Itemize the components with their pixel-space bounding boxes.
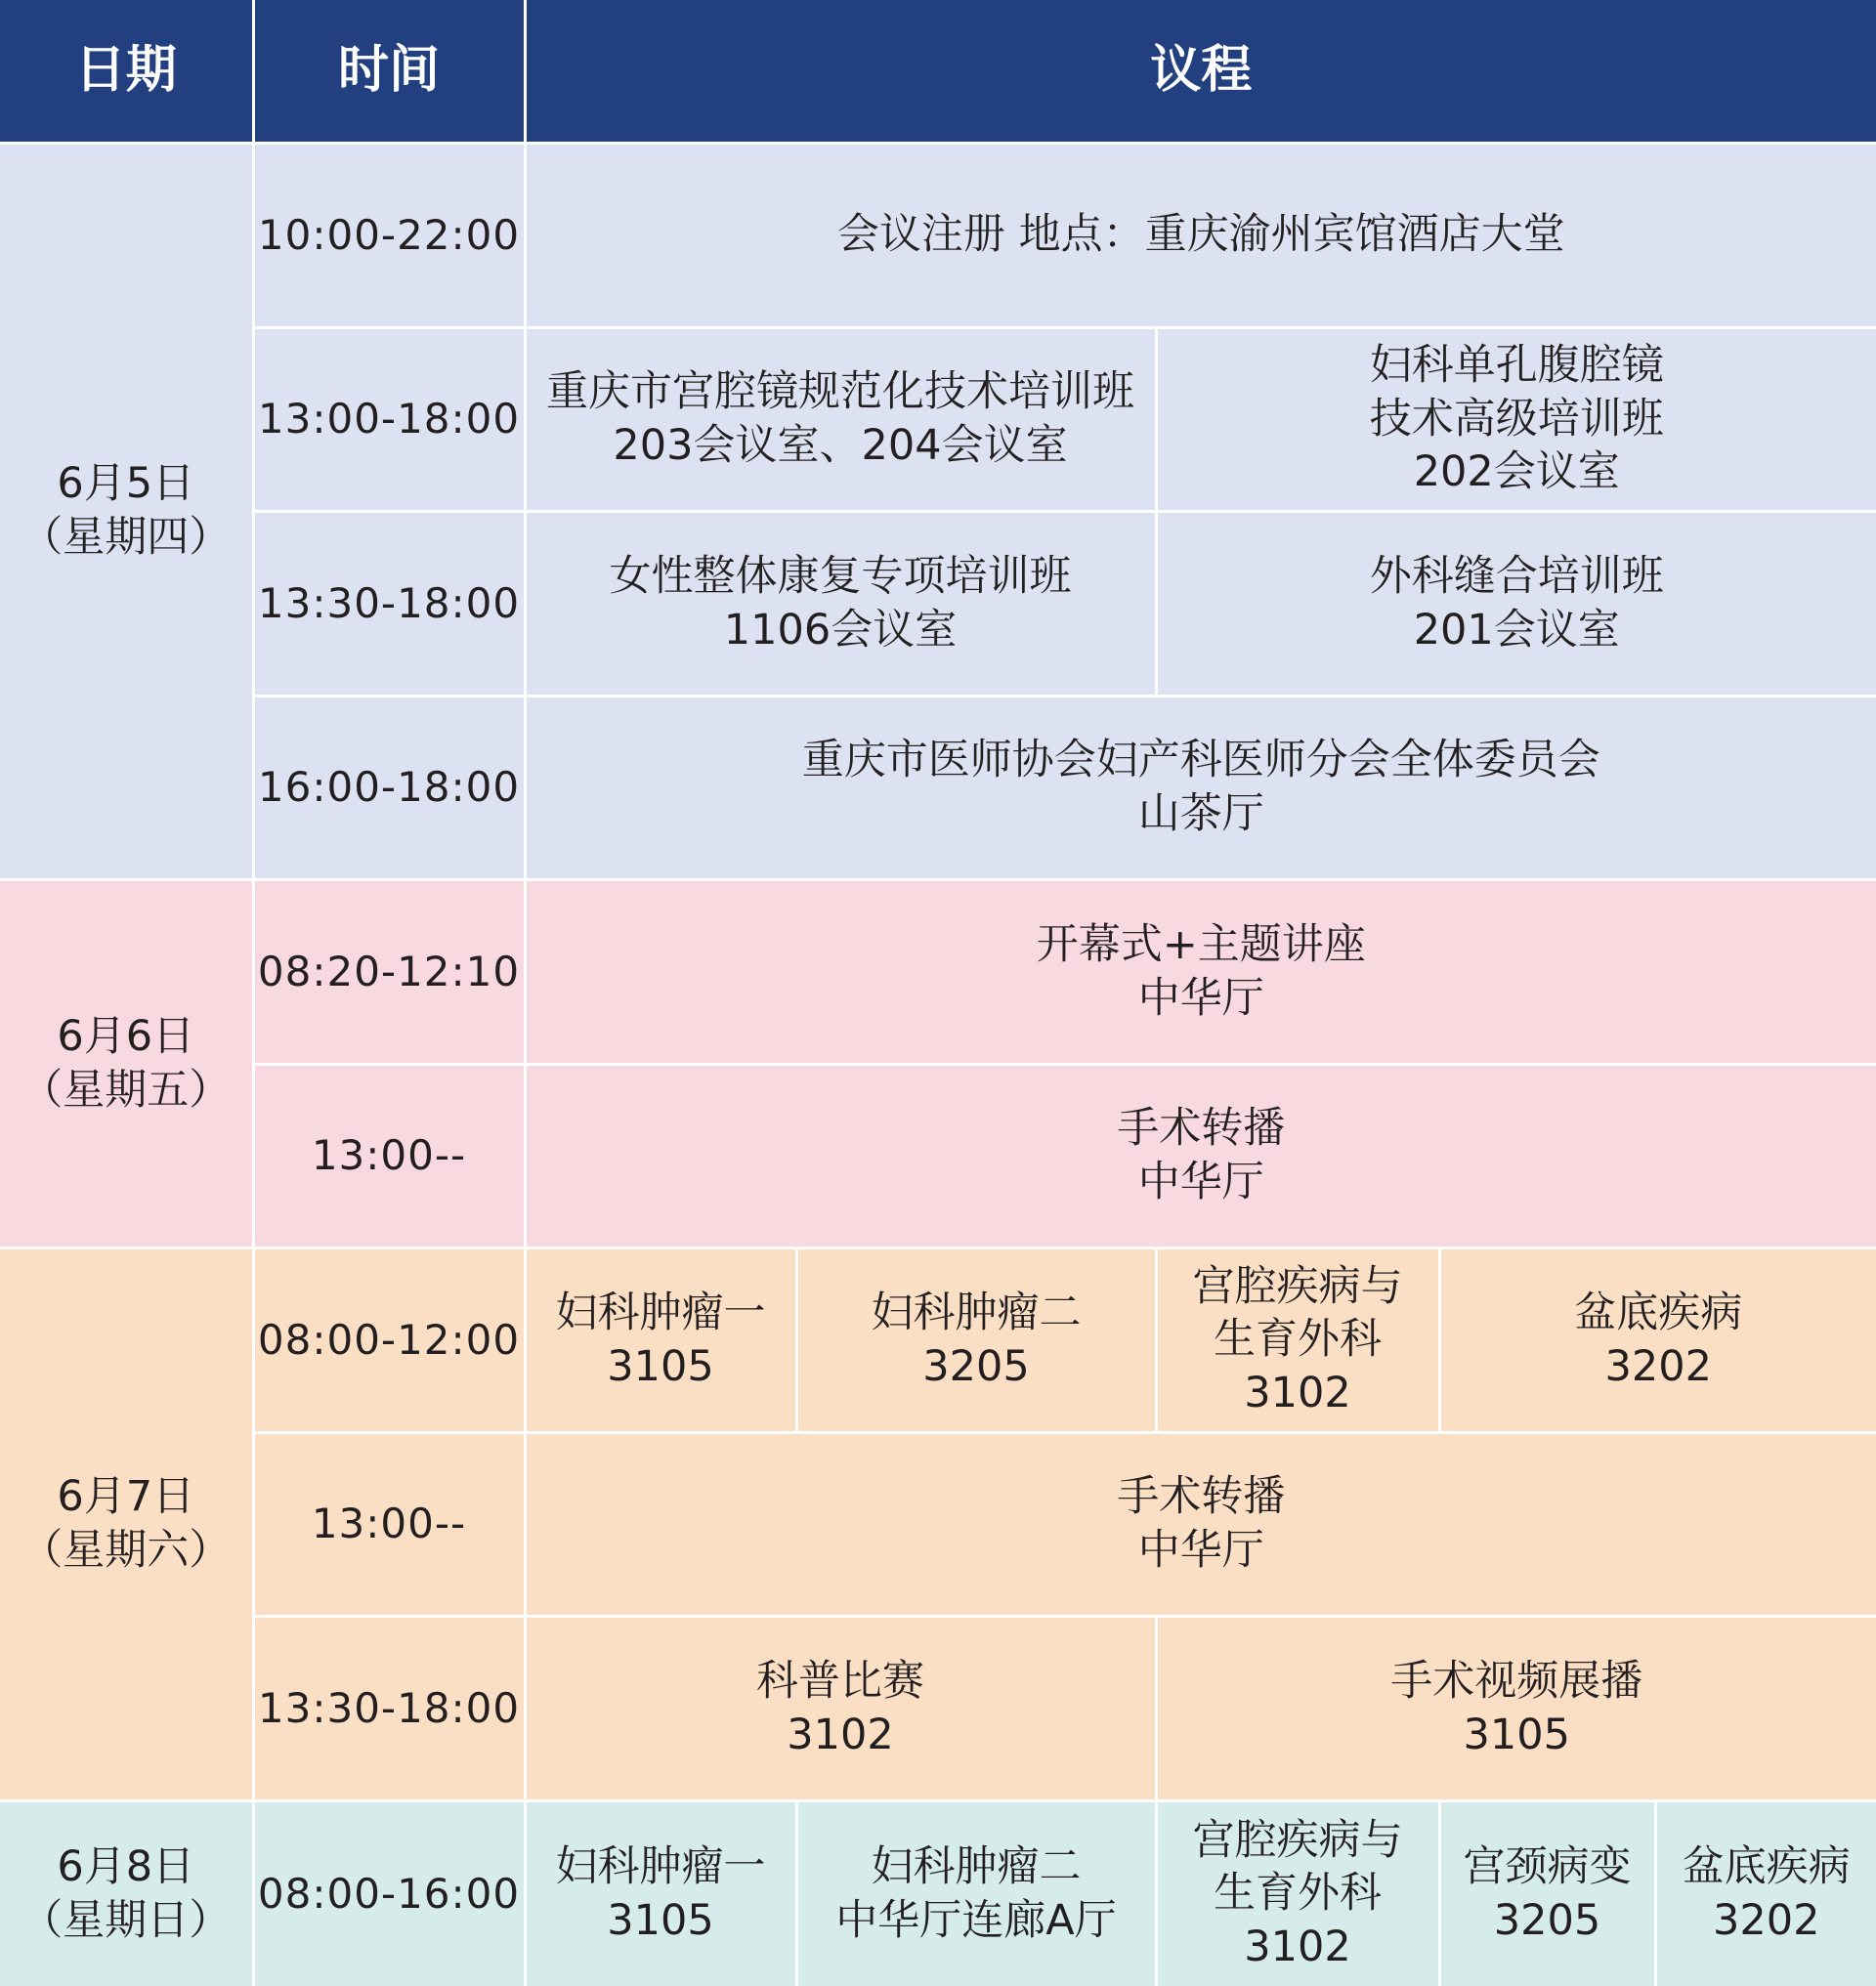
date-label: 6月5日 — [57, 459, 195, 509]
agenda-item-line: 3205 — [1493, 1895, 1601, 1945]
agenda-item-line: 女性整体康复专项培训班 — [609, 551, 1072, 601]
weekday-label: （星期日） — [21, 1895, 232, 1945]
date-label: 6月7日 — [57, 1472, 195, 1522]
agenda-item — [1441, 1802, 1654, 1986]
agenda-item-line: 妇科肿瘤一 — [555, 1842, 766, 1892]
date-cell — [0, 145, 252, 878]
agenda-item-line: 中华厅 — [1137, 1526, 1264, 1575]
agenda-item-line: 202会议室 — [1413, 447, 1620, 497]
agenda-item-line: 3105 — [607, 1341, 714, 1391]
agenda-item — [527, 1066, 1876, 1247]
agenda-item — [527, 1434, 1876, 1615]
agenda-item-line: 生育外科 — [1214, 1315, 1382, 1365]
agenda-item — [1158, 1618, 1876, 1799]
agenda-item-line: 手术转播 — [1117, 1104, 1286, 1154]
session-time: 08:00-12:00 — [255, 1249, 524, 1431]
agenda-item-line: 外科缝合培训班 — [1369, 551, 1664, 601]
agenda-item — [1158, 1249, 1438, 1431]
agenda-item — [527, 1802, 795, 1986]
agenda-item — [527, 145, 1876, 326]
agenda-item — [798, 1802, 1155, 1986]
agenda-item-line: 手术视频展播 — [1390, 1656, 1643, 1706]
weekday-label: （星期六） — [21, 1526, 232, 1575]
agenda-item-line: 3105 — [1463, 1710, 1570, 1759]
agenda-item-line: 3102 — [787, 1710, 894, 1759]
agenda-item-line: 开幕式+主题讲座 — [1036, 919, 1366, 969]
agenda-item — [527, 697, 1876, 878]
weekday-label: （星期四） — [21, 513, 232, 562]
header-agenda: 议程 — [527, 0, 1876, 142]
agenda-item-line: 3202 — [1713, 1895, 1820, 1945]
agenda-item — [798, 1249, 1155, 1431]
agenda-item-line: 203会议室、204会议室 — [613, 421, 1068, 470]
agenda-item-line: 山茶厅 — [1137, 789, 1264, 838]
agenda-item — [527, 513, 1155, 695]
agenda-item — [527, 1249, 795, 1431]
session-time: 08:20-12:10 — [255, 881, 524, 1063]
agenda-item-line: 科普比赛 — [756, 1656, 924, 1706]
weekday-label: （星期五） — [21, 1065, 232, 1115]
header-time: 时间 — [255, 0, 524, 142]
session-time: 13:30-18:00 — [255, 513, 524, 695]
agenda-item-line: 中华厅连廊A厅 — [835, 1895, 1117, 1945]
session-time: 13:30-18:00 — [255, 1618, 524, 1799]
session-time: 13:00-18:00 — [255, 329, 524, 510]
agenda-item-line: 技术高级培训班 — [1369, 394, 1664, 444]
agenda-item — [527, 1618, 1155, 1799]
session-time: 10:00-22:00 — [255, 145, 524, 326]
agenda-item-line: 妇科肿瘤二 — [871, 1842, 1082, 1892]
session-time: 16:00-18:00 — [255, 697, 524, 878]
agenda-item — [1158, 1802, 1438, 1986]
agenda-item-line: 中华厅 — [1137, 1158, 1264, 1206]
agenda-item — [1657, 1802, 1876, 1986]
date-cell — [0, 1802, 252, 1986]
agenda-item — [527, 329, 1155, 510]
agenda-item-line: 妇科肿瘤二 — [871, 1288, 1082, 1337]
agenda-item-line: 宫腔疾病与 — [1192, 1815, 1403, 1865]
agenda-item-line: 妇科单孔腹腔镜 — [1369, 341, 1664, 391]
agenda-item-line: 会议注册 地点：重庆渝州宾馆酒店大堂 — [836, 210, 1565, 260]
header-date: 日期 — [0, 0, 252, 142]
date-label: 6月6日 — [57, 1011, 195, 1061]
agenda-item-line: 3102 — [1244, 1923, 1351, 1972]
agenda-item-line: 重庆市医师协会妇产科医师分会全体委员会 — [801, 736, 1600, 785]
agenda-item-line: 妇科肿瘤一 — [555, 1288, 766, 1337]
agenda-item-line: 3102 — [1244, 1368, 1351, 1417]
agenda-item-line: 重庆市宫腔镜规范化技术培训班 — [546, 367, 1134, 417]
agenda-item-line: 3105 — [607, 1895, 714, 1945]
agenda-item-line: 盆底疾病 — [1574, 1288, 1743, 1337]
agenda-item — [1158, 513, 1876, 695]
session-time: 13:00-- — [255, 1066, 524, 1247]
agenda-item-line: 3202 — [1604, 1341, 1712, 1391]
date-cell — [0, 1249, 252, 1799]
agenda-item-line: 3205 — [922, 1341, 1030, 1391]
agenda-item — [527, 881, 1876, 1063]
session-time: 08:00-16:00 — [255, 1802, 524, 1986]
agenda-item — [1158, 329, 1876, 510]
session-time: 13:00-- — [255, 1434, 524, 1615]
agenda-item-line: 宫腔疾病与 — [1192, 1261, 1403, 1311]
agenda-item-line: 宫颈病变 — [1463, 1842, 1632, 1892]
agenda-item-line: 1106会议室 — [723, 605, 958, 655]
agenda-item-line: 手术转播 — [1117, 1472, 1286, 1522]
agenda-item-line: 201会议室 — [1413, 605, 1620, 655]
date-cell — [0, 881, 252, 1247]
agenda-item-line: 中华厅 — [1137, 973, 1264, 1023]
date-label: 6月8日 — [57, 1842, 195, 1892]
agenda-item-line: 盆底疾病 — [1682, 1842, 1851, 1892]
agenda-item — [1441, 1249, 1876, 1431]
agenda-item-line: 生育外科 — [1214, 1869, 1382, 1919]
